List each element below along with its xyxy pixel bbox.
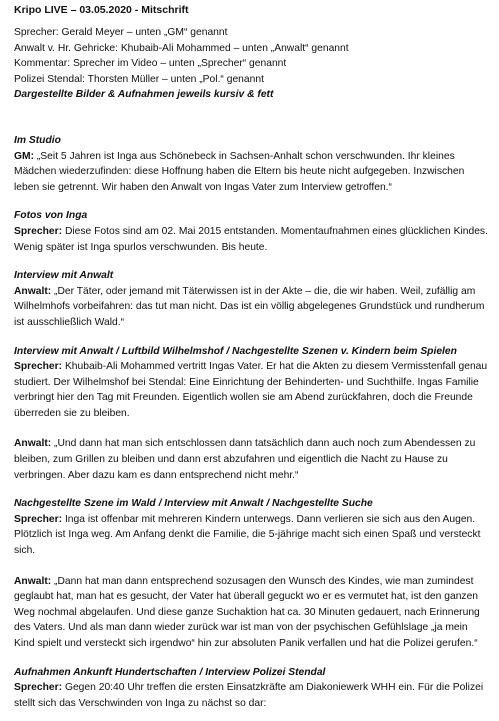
paragraph-text: Inga ist offenbar mit mehreren Kindern unterwegs. Dann verlieren sie sich aus den Augen. Plötzlich ist Inga weg. Am Anfang denkt die Familie, die 5-jährige macht sich einen Spaß und versteckt sich.	[14, 513, 481, 557]
section-heading: Im Studio	[14, 134, 61, 146]
paragraph-text: „Und dann hat man sich entschlossen dann tatsächlich dann auch noch zum Abendessen zu bleiben, zum Grillen zu bleiben und dann erst abzufahren und eigentlich die Nacht zu Hause zu verbringen. Aber dazu kam es dann entsprechend nicht mehr.“	[14, 438, 476, 481]
transcript-paragraph	[14, 149, 489, 196]
section-police-arrival	[14, 665, 489, 712]
transcript-paragraph	[14, 512, 489, 559]
speaker-label: Anwalt:	[14, 438, 52, 450]
speaker-label: Sprecher:	[14, 682, 63, 694]
transcript-paragraph	[14, 436, 489, 483]
section-heading: Aufnahmen Ankunft Hundertschaften / Interview Polizei Stendal	[14, 666, 326, 678]
paragraph-text: Khubaib-Ali Mohammed vertritt Ingas Vater. Er hat die Akten zu diesem Vermisstenfall genau studiert. Der Wilhelmshof bei Stendal: Eine Einrichtung der Behinderten- und Suchthilfe. Ingas Familie verbringt hier den Tag mit Freunden. Eigentlich wollen sie am Abend zurückfahren, doch die Freunde überreden sie zu bleiben.	[14, 361, 488, 419]
section-photos	[14, 208, 489, 255]
meta-note: Dargestellte Bilder & Aufnahmen jeweils kursiv & fett	[14, 89, 274, 101]
speaker-label: Anwalt:	[14, 285, 52, 297]
speaker-label: Sprecher:	[14, 361, 63, 373]
speaker-label: Sprecher:	[14, 225, 63, 237]
document-title: Kripo LIVE – 03.05.2020 - Mitschrift	[14, 4, 189, 16]
transcript-paragraph	[14, 224, 489, 255]
paragraph-text: Gegen 20:40 Uhr treffen die ersten Einsatzkräfte am Diakoniewerk WHH ein. Für die Polizei stellt sich das Verschwinden von Inga zu nächst so dar:	[14, 682, 484, 709]
meta-line-lawyer: Anwalt v. Hr. Gehricke: Khubaib-Ali Mohammed – unten „Anwalt“ genannt	[14, 42, 349, 54]
meta-line-police: Polizei Stendal: Thorsten Müller – unten „Pol.“ genannt	[14, 73, 264, 85]
section-studio	[14, 133, 489, 195]
paragraph-text: Diese Fotos sind am 02. Mai 2015 entstanden. Momentaufnahmen eines glücklichen Kindes. Wenig später ist Inga spurlos verschwunden. Bis heute.	[14, 225, 488, 253]
section-heading: Interview mit Anwalt / Luftbild Wilhelmshof / Nachgestellte Szenen v. Kindern beim Spielen	[14, 345, 457, 357]
section-wilhelmshof	[14, 344, 489, 484]
paragraph-text: „Seit 5 Jahren ist Inga aus Schönebeck in Sachsen-Anhalt schon verschwunden. Ihr kleines Mädchen wiederzufinden: diese Hoffnung haben die Eltern bis heute nicht aufgegeben. Inzwischen leben sie getrennt. Wir haben den Anwalt von Ingas Vater zum Interview getroffen.“	[14, 150, 465, 193]
transcript-paragraph	[14, 680, 489, 711]
paragraph-text: „Dann hat man dann entsprechend sozusagen den Wunsch des Kindes, wie man zumindest geglaubt hat, man hat es gesucht, der Vater hat überall geguckt wo er es vermutet hat, ist den ganzen Weg nochmal abgelaufen. Und diese ganze Suchaktion hat ca. 30 Minuten gedauert, nach Erinnerung des Vaters. Und als man dann wieder zurück war ist man von der psychischen Gefühlslage „ja mein Kind spielt und versteckt sich irgendwo“ hin zur absoluten Panik verfallen und hat die Polizei gerufen.“	[14, 575, 480, 649]
section-heading: Fotos von Inga	[14, 210, 88, 222]
spacer	[14, 103, 489, 133]
paragraph-text: „Der Täter, oder jemand mit Täterwissen ist in der Akte – die, die wir haben. Weil, zufällig am Wilhelmhofs vorbeifahren: das tut man nicht. Das ist ein völlig abgelegenes Grundstück und rundherum ist ausschließlich Wald.“	[14, 285, 485, 328]
section-forest-scene	[14, 496, 489, 651]
transcript-paragraph	[14, 574, 489, 652]
meta-line-speaker: Sprecher: Gerald Meyer – unten „GM“ genannt	[14, 27, 228, 38]
speaker-label: GM:	[14, 150, 35, 162]
section-heading: Nachgestellte Szene im Wald / Interview mit Anwalt / Nachgestellte Suche	[14, 498, 373, 510]
section-heading: Interview mit Anwalt	[14, 270, 114, 282]
section-interview-lawyer	[14, 268, 489, 330]
meta-line-commentary: Kommentar: Sprecher im Video – unten „Sprecher“ genannt	[14, 58, 287, 70]
speaker-label: Sprecher:	[14, 513, 63, 525]
transcript-paragraph	[14, 359, 489, 421]
speaker-label: Anwalt:	[14, 575, 52, 587]
transcript-paragraph	[14, 284, 489, 331]
